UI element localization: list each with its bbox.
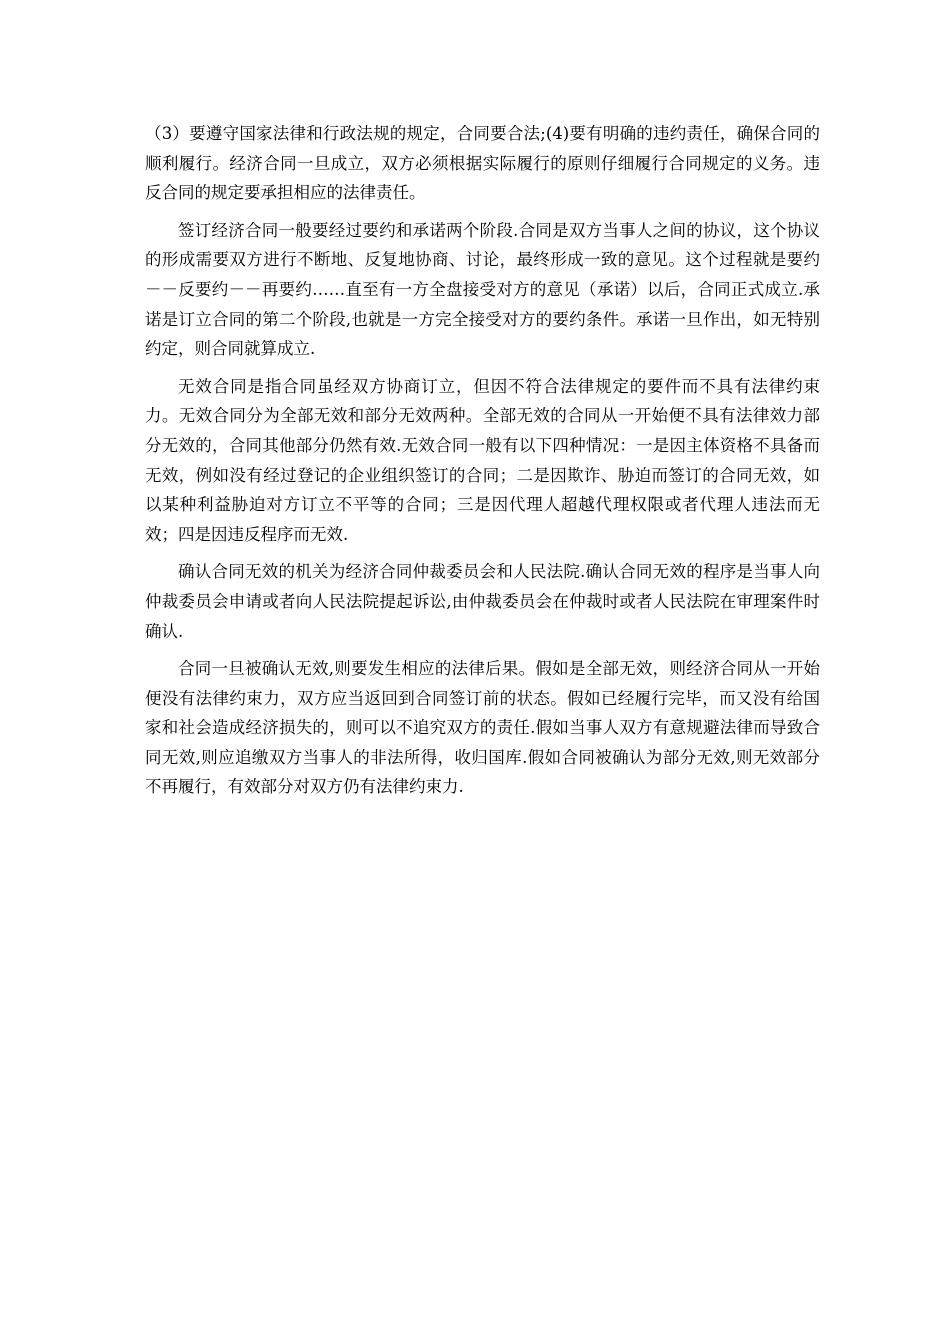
paragraph-legal-consequences: 合同一旦被确认无效,则要发生相应的法律后果。假如是全部无效，则经济合同从一开始便没有法律约束力，双方应当返回到合同签订前的状态。假如已经履行完毕，而又没有给国家和社会造成经济损失的，则可以不追究双方的责任.假如当事人双方有意规避法律而导致合同无效,则应追缴双方当事人的非法所得，收归国库.假如合同被确认为部分无效,则无效部分不再履行，有效部分对双方仍有法律约束力. <box>145 659 820 797</box>
document-body <box>145 119 820 810</box>
paragraph-offer-acceptance: 签订经济合同一般要经过要约和承诺两个阶段.合同是双方当事人之间的协议，这个协议的形成需要双方进行不断地、反复地协商、讨论，最终形成一致的意见。这个过程就是要约－－反要约－－再要约……直至有一方全盘接受对方的意见（承诺）以后，合同正式成立.承诺是订立合同的第二个阶段,也就是一方完全接受对方的要约条件。承诺一旦作出，如无特别约定，则合同就算成立. <box>145 220 820 359</box>
paragraph-invalid-contracts: 无效合同是指合同虽经双方协商订立，但因不符合法律规定的要件而不具有法律约束力。无效合同分为全部无效和部分无效两种。全部无效的合同从一开始便不具有法律效力部分无效的，合同其他部分仍然有效.无效合同一般有以下四种情况：一是因主体资格不具备而无效，例如没有经过登记的企业组织签订的合同；二是因欺诈、胁迫而签订的合同无效，如以某种利益胁迫对方订立不平等的合同；三是因代理人超越代理权限或者代理人违法而无效；四是因违反程序而无效. <box>145 376 820 544</box>
paragraph-contract-requirements: （3）要遵守国家法律和行政法规的规定，合同要合法;(4)要有明确的违约责任，确保合同的顺利履行。经济合同一旦成立，双方必须根据实际履行的原则仔细履行合同规定的义务。违反合同的规定要承担相应的法律责任。 <box>145 124 820 203</box>
paragraph-invalidity-confirmation: 确认合同无效的机关为经济合同仲裁委员会和人民法院.确认合同无效的程序是当事人向仲裁委员会申请或者向人民法院提起诉讼,由仲裁委员会在仲裁时或者人民法院在审理案件时确认. <box>145 562 820 641</box>
